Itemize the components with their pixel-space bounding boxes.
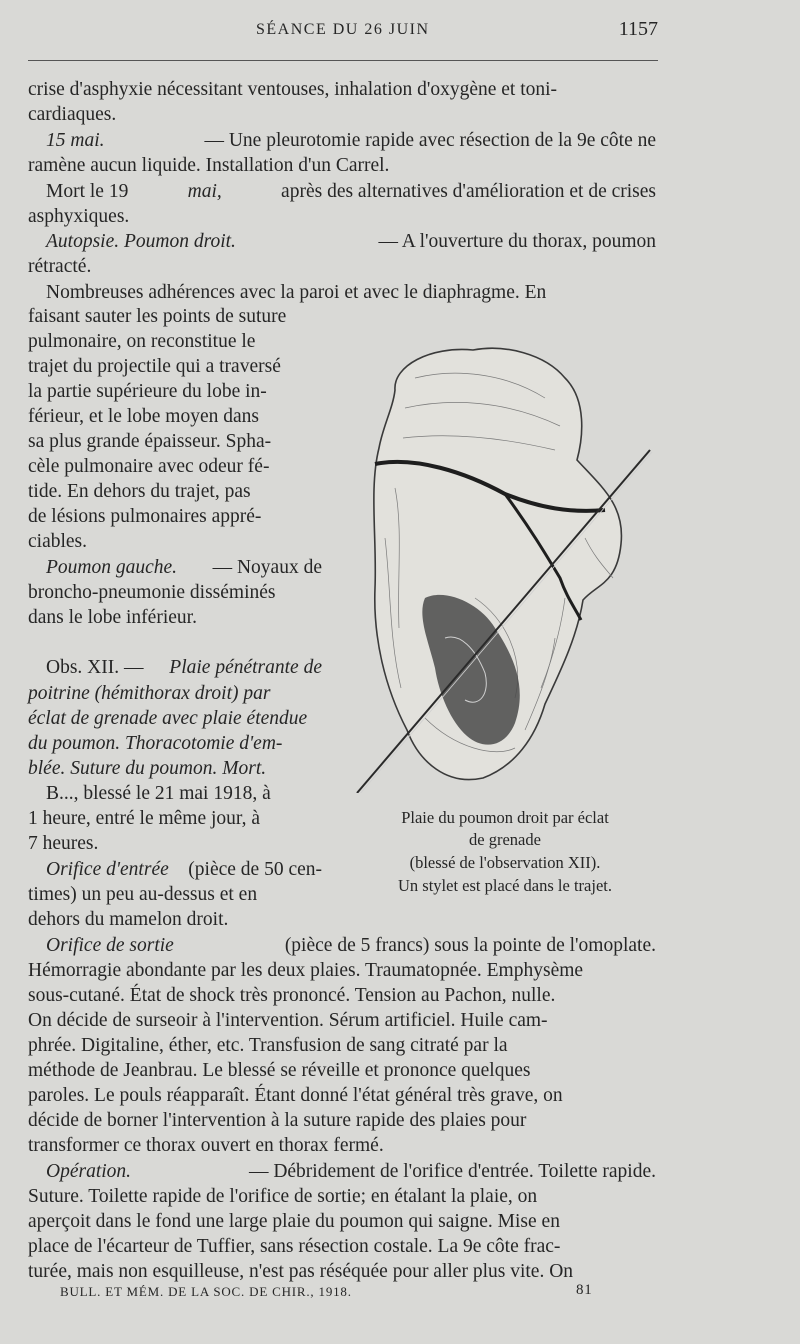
text-line: pulmonaire, on reconstitue le xyxy=(28,331,256,352)
text-line: asphyxiques. xyxy=(28,206,130,227)
text-line: blée. Suture du poumon. Mort. xyxy=(28,758,267,779)
text-line: sa plus grande épaisseur. Spha- xyxy=(28,431,272,452)
text-line: transformer ce thorax ouvert en thorax fermé. xyxy=(28,1135,384,1156)
figure-caption: Un stylet est placé dans le trajet. xyxy=(398,876,612,895)
text-line: dans le lobe inférieur. xyxy=(28,607,197,628)
text-segment: après des alternatives d'amélioration et de crises xyxy=(281,181,656,202)
text-line: paroles. Le pouls réapparaît. Étant donné l'état général très grave, on xyxy=(28,1085,563,1106)
text-line: poitrine (hémithorax droit) par xyxy=(28,683,271,704)
text-line: du poumon. Thoracotomie d'em- xyxy=(28,733,283,754)
text-segment: (pièce de 5 francs) sous la pointe de l'omoplate. xyxy=(284,935,656,956)
text-line: ramène aucun liquide. Installation d'un Carrel. xyxy=(28,155,390,176)
text-line: cèle pulmonaire avec odeur fé- xyxy=(28,456,270,477)
text-segment: Orifice d'entrée xyxy=(46,859,169,880)
text-line: tide. En dehors du trajet, pas xyxy=(28,481,251,502)
text-line: place de l'écarteur de Tuffier, sans résection costale. La 9e côte frac- xyxy=(28,1236,561,1257)
text-line: ciables. xyxy=(28,531,88,552)
text-line: décide de borner l'intervention à la suture rapide des plaies pour xyxy=(28,1110,527,1131)
text-line: Nombreuses adhérences avec la paroi et avec le diaphragme. En xyxy=(46,282,547,303)
date-mention: 15 mai. xyxy=(46,130,105,151)
text-line: trajet du projectile qui a traversé xyxy=(28,356,281,377)
journal-reference: BULL. ET MÉM. DE LA SOC. DE CHIR., 1918. xyxy=(60,1284,352,1299)
section-heading: Autopsie. Poumon droit. xyxy=(46,231,236,252)
text-line xyxy=(28,129,656,153)
text-line: dehors du mamelon droit. xyxy=(28,909,229,930)
running-title: SÉANCE DU 26 JUIN xyxy=(256,21,430,38)
text-line: phrée. Digitaline, éther, etc. Transfusion de sang citraté par la xyxy=(28,1035,508,1056)
text-line: méthode de Jeanbrau. Le blessé se réveille et prononce quelques xyxy=(28,1060,531,1081)
text-segment: — Débridement de l'orifice d'entrée. Toilette rapide. xyxy=(248,1161,656,1182)
text-line: de lésions pulmonaires appré- xyxy=(28,506,262,527)
text-segment: (pièce de 50 cen- xyxy=(188,859,322,880)
text-line: 1 heure, entré le même jour, à xyxy=(28,808,261,829)
section-heading: Opération. xyxy=(46,1161,132,1182)
text-line: Hémorragie abondante par les deux plaies. Traumatopnée. Emphysème xyxy=(28,960,584,981)
text-segment: Orifice de sortie xyxy=(46,935,174,956)
text-segment: Mort le 19 xyxy=(46,181,129,202)
text-line: rétracté. xyxy=(28,256,92,277)
text-segment: — A l'ouverture du thorax, poumon xyxy=(378,231,656,252)
text-segment: mai, xyxy=(187,181,222,202)
header-rule xyxy=(28,60,658,61)
text-line: times) un peu au-dessus et en xyxy=(28,884,258,905)
text-line: broncho-pneumonie disséminés xyxy=(28,582,276,603)
observation-label: Obs. XII. — xyxy=(46,657,144,678)
text-line xyxy=(28,180,656,204)
text-line: On décide de surseoir à l'intervention. Sérum artificiel. Huile cam- xyxy=(28,1010,548,1031)
figure-caption: (blessé de l'observation XII). xyxy=(409,853,601,872)
signature-mark: 81 xyxy=(576,1282,593,1298)
figure-caption: de grenade xyxy=(469,830,541,849)
text-line: la partie supérieure du lobe in- xyxy=(28,381,267,402)
text-segment: — Une pleurotomie rapide avec résection de la 9e côte ne xyxy=(204,130,656,151)
lung-illustration xyxy=(355,338,655,793)
observation-title xyxy=(28,656,322,680)
text-line: Suture. Toilette rapide de l'orifice de sortie; en étalant la plaie, on xyxy=(28,1186,538,1207)
figure xyxy=(355,338,655,827)
text-line xyxy=(28,556,322,580)
text-line: B..., blessé le 21 mai 1918, à xyxy=(46,783,271,804)
text-line: turée, mais non esquilleuse, n'est pas réséquée pour aller plus vite. On xyxy=(28,1261,574,1282)
text-line: éclat de grenade avec plaie étendue xyxy=(28,708,308,729)
text-line xyxy=(28,858,322,882)
text-line xyxy=(28,230,656,254)
text-segment: Plaie pénétrante de xyxy=(169,657,322,678)
text-segment: — Noyaux de xyxy=(212,557,322,578)
text-line: sous-cutané. État de shock très prononcé. Tension au Pachon, nulle. xyxy=(28,985,556,1006)
text-line: cardiaques. xyxy=(28,104,117,125)
figure-caption: Plaie du poumon droit par éclat xyxy=(401,808,609,827)
page-number: 1157 xyxy=(618,18,658,40)
text-line: férieur, et le lobe moyen dans xyxy=(28,406,259,427)
page-header xyxy=(28,18,658,46)
text-line: aperçoit dans le fond une large plaie du poumon qui saigne. Mise en xyxy=(28,1211,560,1232)
text-line: faisant sauter les points de suture xyxy=(28,306,287,327)
text-line xyxy=(28,1160,656,1184)
text-line: 7 heures. xyxy=(28,833,99,854)
text-line xyxy=(28,934,656,958)
section-heading: Poumon gauche. xyxy=(46,557,178,578)
text-line: crise d'asphyxie nécessitant ventouses, inhalation d'oxygène et toni- xyxy=(28,79,558,100)
